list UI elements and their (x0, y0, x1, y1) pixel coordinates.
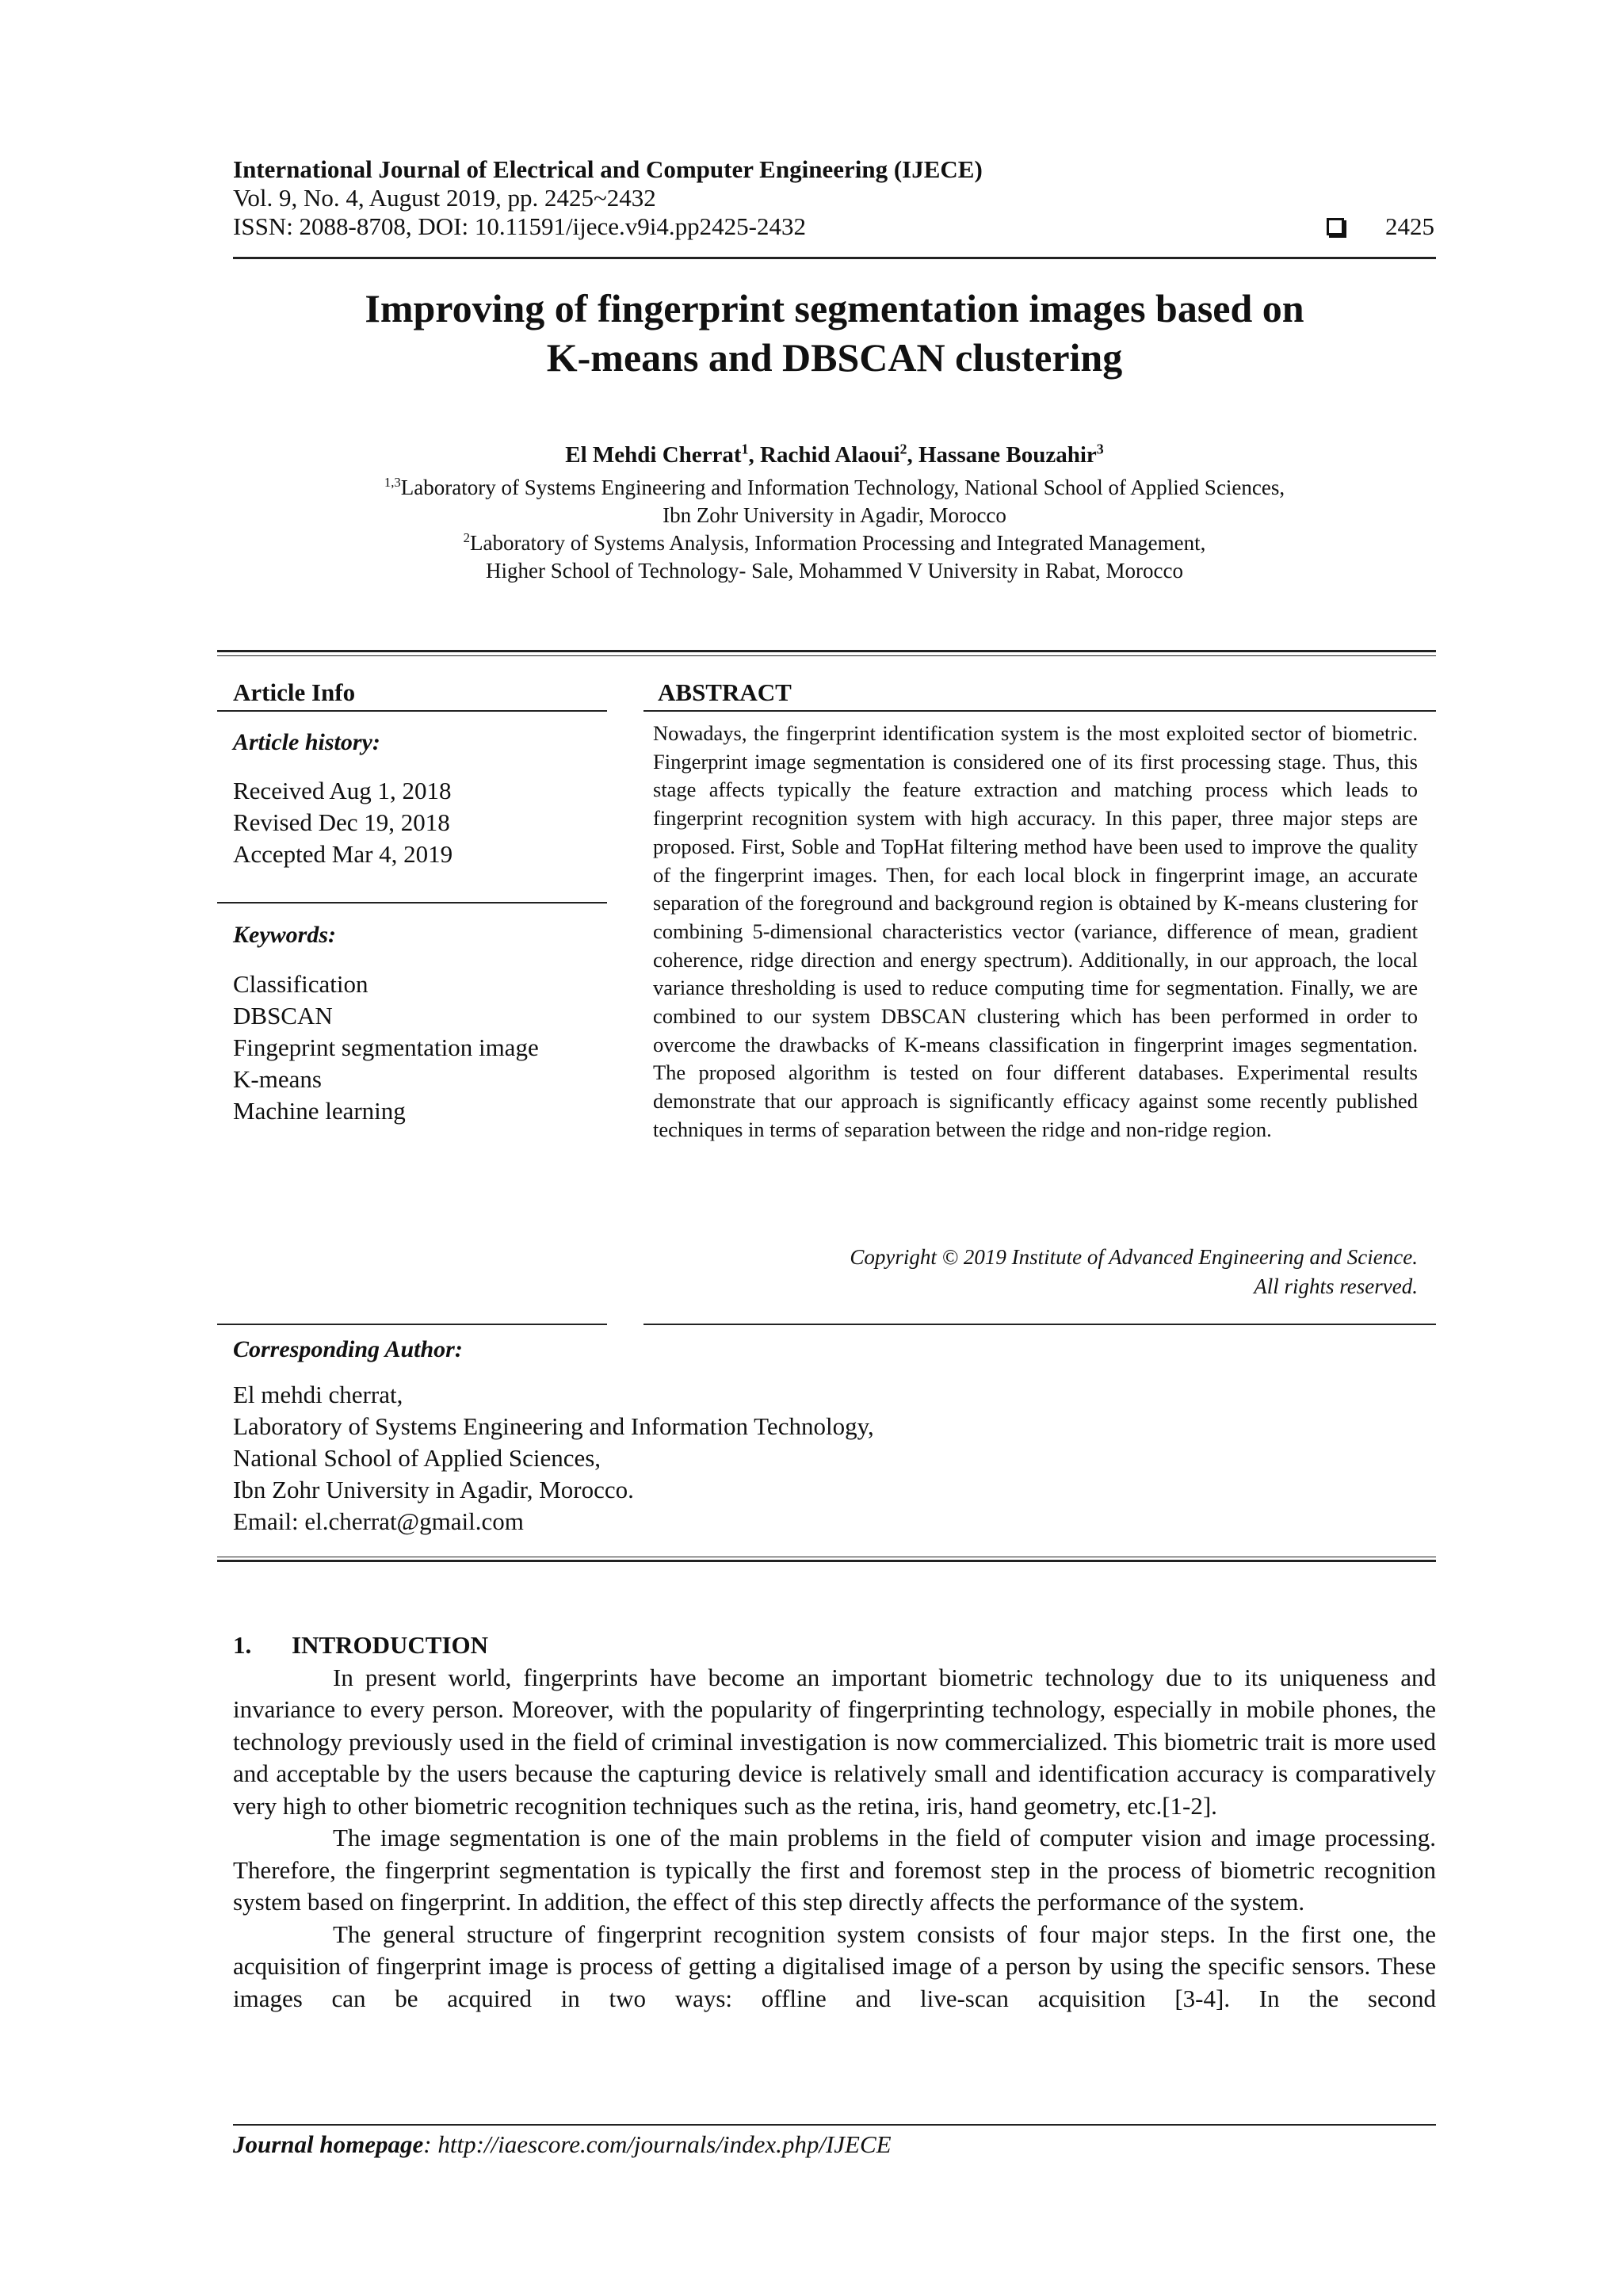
homepage-link[interactable]: http://iaescore.com/journals/index.php/IJECE (437, 2130, 892, 2158)
journal-issn-doi: ISSN: 2088-8708, DOI: 10.11591/ijece.v9i4.pp2425-2432 (233, 212, 806, 240)
keyword-item: Machine learning (233, 1097, 406, 1125)
author-name: Rachid Alaoui (760, 442, 900, 468)
affiliation-line: Laboratory of Systems Engineering and Information Technology, National School of Applied Sciences, (400, 476, 1285, 499)
history-rule (217, 902, 607, 904)
infobox-top-rule (217, 650, 1436, 652)
affiliation-sup: 1,3 (384, 475, 401, 490)
corresponding-line: El mehdi cherrat, (233, 1381, 403, 1408)
section-heading (233, 1629, 1436, 1662)
affiliation-line: Higher School of Technology- Sale, Mohammed V University in Rabat, Morocco (486, 559, 1183, 583)
abstract-text: Nowadays, the fingerprint identification system is the most exploited sector of biometric. Fingerprint image segmentation is considered one of its first processing stage. Thus, this stage affects typically the feature extraction and matching process which leads to fingerprint recognition system with high accuracy. In this paper, three major steps are proposed. First, Soble and TopHat filtering method have been used to improve the quality of the fingerprint images. Then, for each local block in fingerprint image, an accurate separation of the foreground and background region is obtained by K-means clustering for combining 5-dimensional characteristics vector (variance, difference of mean, gradient coherence, ridge direction and energy spectrum). Additionally, in our approach, the local variance thresholding is used to reduce computing time for segmentation. Finally, we are combined to our system DBSCAN clustering which has been performed in order to overcome the drawbacks of K-means classification in fingerprint images segmentation. The proposed algorithm is tested on four different databases. Experimental results demonstrate that our approach is significantly efficacy against some recently published techniques in terms of separation between the ridge and non-ridge region. (653, 721, 1418, 1141)
section-title: INTRODUCTION (292, 1631, 489, 1659)
affiliation-line: Ibn Zohr University in Agadir, Morocco (663, 503, 1006, 527)
article-info-heading: Article Info (233, 678, 356, 706)
homepage-label: Journal homepage (233, 2130, 424, 2158)
keyword-item: K-means (233, 1065, 322, 1093)
affiliation-sup: 2 (463, 530, 471, 545)
keyword-item: Classification (233, 970, 369, 998)
history-item: Revised Dec 19, 2018 (233, 808, 450, 836)
title-line: K-means and DBSCAN clustering (546, 335, 1123, 380)
article-history-heading: Article history: (233, 729, 380, 755)
introduction-section (233, 1629, 1436, 2015)
copyright (653, 1243, 1418, 1301)
history-item: Accepted Mar 4, 2019 (233, 840, 453, 868)
journal-volume: Vol. 9, No. 4, August 2019, pp. 2425~2432 (233, 184, 656, 212)
article-info-rule (217, 710, 607, 712)
section-number: 1. (233, 1631, 252, 1659)
history-item: Received Aug 1, 2018 (233, 777, 452, 804)
keyword-item: DBSCAN (233, 1002, 333, 1030)
author-name: El Mehdi Cherrat (565, 442, 742, 468)
abstract-rule (643, 710, 1436, 712)
keywords-heading: Keywords: (233, 922, 336, 948)
copyright-line: All rights reserved. (1254, 1274, 1418, 1298)
corresponding-author (233, 1336, 1263, 1538)
author-name: Hassane Bouzahir (918, 442, 1097, 468)
author-sup: 2 (899, 441, 907, 457)
corresponding-line: Ibn Zohr University in Agadir, Morocco. (233, 1476, 634, 1503)
paragraph: The image segmentation is one of the main problems in the field of computer vision and image processing. Therefore, the fingerprint segmentation is typically the first and foremost step in the process of biometric recognition system based on fingerprint. In addition, the effect of this step directly affects the performance of the system. (233, 1824, 1436, 1916)
affiliations (233, 474, 1436, 585)
header-rule (233, 257, 1436, 259)
paragraph: The general structure of fingerprint recognition system consists of four major steps. In the first one, the acquisition of fingerprint image is process of getting a digitalised image of a person by using the specific sensors. These images can be acquired in two ways: offline and live-scan acquisition [3-4]. In the second (233, 1920, 1436, 2012)
article-history-list (233, 775, 598, 870)
author-list: El Mehdi Cherrat$^1$, Rachid Alaoui$^2$, Hassane Bouzahir$^3$ (565, 441, 1104, 468)
article-info-bottom-rule (217, 1324, 607, 1325)
infobox-top-rule-thin (217, 655, 1436, 656)
author-sup: 1 (741, 441, 749, 457)
abstract-heading: ABSTRACT (658, 678, 792, 706)
footer-rule (233, 2124, 1436, 2126)
corresponding-line: Laboratory of Systems Engineering and Information Technology, (233, 1412, 874, 1440)
keyword-item: Fingeprint segmentation image (233, 1033, 539, 1061)
title-line: Improving of fingerprint segmentation images based on (365, 286, 1304, 330)
abstract-bottom-rule (643, 1324, 1436, 1325)
corresponding-line: National School of Applied Sciences, (233, 1444, 601, 1472)
journal-homepage: Journal homepage: http://iaescore.com/journals/index.php/IJECE (233, 2130, 892, 2158)
paragraph: In present world, fingerprints have become an important biometric technology due to its uniqueness and invariance to every person. Moreover, with the popularity of fingerprinting technology, especially in mobile phones, the technology previously used in the field of criminal investigation is now commercialized. This biometric trait is more used and acceptable by the users because the capturing device is relatively small and identification accuracy is comparatively very high to other biometric recognition techniques such as the retina, iris, hand geometry, etc.[1-2]. (233, 1663, 1436, 1820)
author-sup: 3 (1096, 441, 1104, 457)
copyright-line: Copyright © 2019 Institute of Advanced Engineering and Science. (850, 1245, 1418, 1269)
journal-header (233, 155, 1436, 241)
paper-title (233, 284, 1436, 382)
affiliation-line: Laboratory of Systems Analysis, Information Processing and Integrated Management, (470, 531, 1206, 555)
keywords-list (233, 968, 598, 1127)
page-number: 2425 (1385, 212, 1434, 240)
corresponding-heading: Corresponding Author: (233, 1336, 463, 1362)
corresponding-email: Email: el.cherrat@gmail.com (233, 1507, 524, 1535)
checkbox-icon (1327, 218, 1344, 235)
infobox-bottom-rule (217, 1560, 1436, 1562)
journal-name: International Journal of Electrical and Computer Engineering (IJECE) (233, 155, 983, 183)
